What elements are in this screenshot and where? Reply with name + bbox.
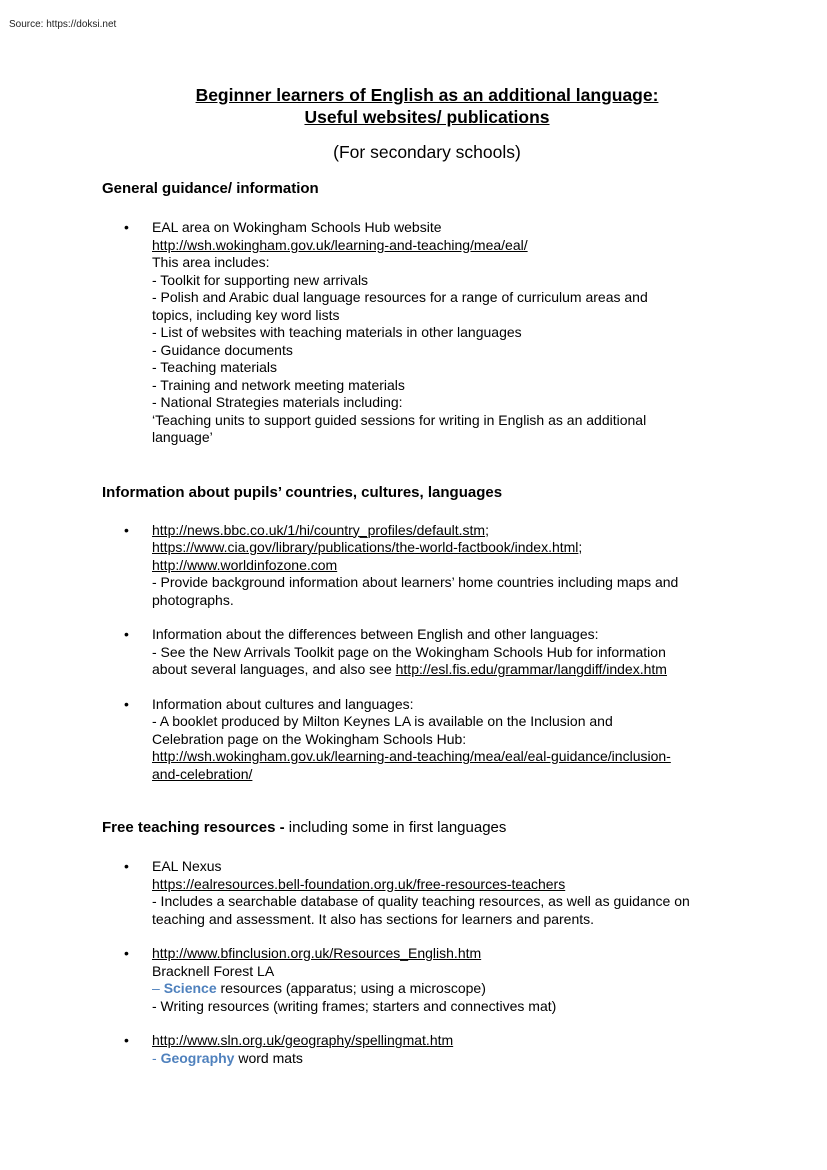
list-item xyxy=(102,219,752,447)
item-text: word mats xyxy=(234,1049,303,1066)
item-text: Bracknell Forest LA xyxy=(152,962,275,979)
general-list xyxy=(102,219,752,447)
source-note: Source: https://doksi.net xyxy=(9,19,117,30)
item-text: Information about cultures and languages: xyxy=(152,695,414,712)
item-text: - National Strategies materials including: xyxy=(152,394,403,410)
dash: - xyxy=(152,1049,161,1066)
item-text: - Provide background information about learners’ home countries including maps and xyxy=(152,574,679,590)
item-text: - Toolkit for supporting new arrivals xyxy=(152,271,369,288)
item-text: topics, including key word lists xyxy=(152,306,340,323)
list-item xyxy=(102,626,752,679)
document-title xyxy=(102,84,752,128)
free-resources-list xyxy=(102,858,752,1067)
item-text: EAL Nexus xyxy=(152,858,222,874)
bullet: • xyxy=(124,1032,129,1048)
section-heading-general: General guidance/ information xyxy=(102,180,319,197)
langdiff-link[interactable]: http://esl.fis.edu/grammar/langdiff/index.htm xyxy=(395,661,667,677)
heading-normal: including some in first languages xyxy=(288,819,507,836)
item-text: language’ xyxy=(152,429,213,445)
item-text: resources (apparatus; using a microscope) xyxy=(216,980,486,996)
heading-bold: Free teaching resources - xyxy=(102,819,289,836)
subject-science: Science xyxy=(163,980,217,996)
item-text: - Teaching materials xyxy=(152,359,278,375)
item-text: This area includes: xyxy=(152,254,270,270)
eal-nexus-link[interactable]: https://ealresources.bell-foundation.org.uk/free-resources-teachers xyxy=(152,875,566,892)
section-heading-free-resources xyxy=(102,819,752,837)
wsh-eal-link[interactable]: http://wsh.wokingham.gov.uk/learning-and-teaching/mea/eal/ xyxy=(152,236,528,253)
bullet: • xyxy=(124,945,129,961)
item-text: Celebration page on the Wokingham Schools Hub: xyxy=(152,730,467,747)
bullet: • xyxy=(124,695,129,712)
list-item xyxy=(102,696,752,784)
item-text: - Polish and Arabic dual language resources for a range of curriculum areas and xyxy=(152,289,648,305)
item-text: photographs. xyxy=(152,591,234,608)
title-line-1: Beginner learners of English as an additional language: xyxy=(195,85,659,105)
title-line-2: Useful websites/ publications xyxy=(304,107,550,127)
item-text: ‘Teaching units to support guided sessions for writing in English as an additional xyxy=(152,411,647,428)
bfinclusion-link[interactable]: http://www.bfinclusion.org.uk/Resources_English.htm xyxy=(152,945,482,961)
list-item xyxy=(102,858,752,928)
inclusion-celebration-link[interactable]: http://wsh.wokingham.gov.uk/learning-and-teaching/mea/eal/eal-guidance/inclusion- xyxy=(152,748,671,764)
document-page xyxy=(102,84,752,1067)
bullet: • xyxy=(124,219,129,235)
item-text: - List of websites with teaching materials in other languages xyxy=(152,324,522,340)
sln-geography-link[interactable]: http://www.sln.org.uk/geography/spellingmat.htm xyxy=(152,1032,454,1048)
item-text: - A booklet produced by Milton Keynes LA is available on the Inclusion and xyxy=(152,713,613,729)
item-text: - See the New Arrivals Toolkit page on the Wokingham Schools Hub for information xyxy=(152,643,666,660)
cia-factbook-link[interactable]: https://www.cia.gov/library/publications/the-world-factbook/index.html xyxy=(152,539,579,555)
separator: ; xyxy=(578,539,583,555)
item-text: - Writing resources (writing frames; starters and connectives mat) xyxy=(152,997,557,1014)
bbc-country-profiles-link[interactable]: http://news.bbc.co.uk/1/hi/country_profiles/default.stm xyxy=(152,521,486,538)
dash: – xyxy=(152,980,164,996)
list-item xyxy=(102,945,752,1015)
list-item xyxy=(102,522,752,610)
item-text: - Includes a searchable database of quality teaching resources, as well as guidance on xyxy=(152,893,690,909)
document-subtitle: (For secondary schools) xyxy=(333,142,521,162)
subject-geography: Geography xyxy=(160,1049,235,1066)
item-text: - Guidance documents xyxy=(152,341,293,358)
item-text: Information about the differences between English and other languages: xyxy=(152,626,599,642)
item-text: - Training and network meeting materials xyxy=(152,376,405,393)
item-text: EAL area on Wokingham Schools Hub website xyxy=(152,219,442,235)
section-heading-countries: Information about pupils’ countries, cultures, languages xyxy=(102,483,503,501)
inclusion-celebration-link-cont[interactable]: and-celebration/ xyxy=(152,765,253,782)
list-item xyxy=(102,1032,752,1067)
bullet: • xyxy=(124,858,129,874)
countries-list xyxy=(102,522,752,784)
bullet: • xyxy=(124,626,129,642)
bullet: • xyxy=(124,521,129,538)
item-text: about several languages, and also see xyxy=(152,661,396,677)
separator: ; xyxy=(485,521,489,538)
worldinfozone-link[interactable]: http://www.worldinfozone.com xyxy=(152,556,338,573)
item-text: teaching and assessment. It also has sections for learners and parents. xyxy=(152,910,595,927)
